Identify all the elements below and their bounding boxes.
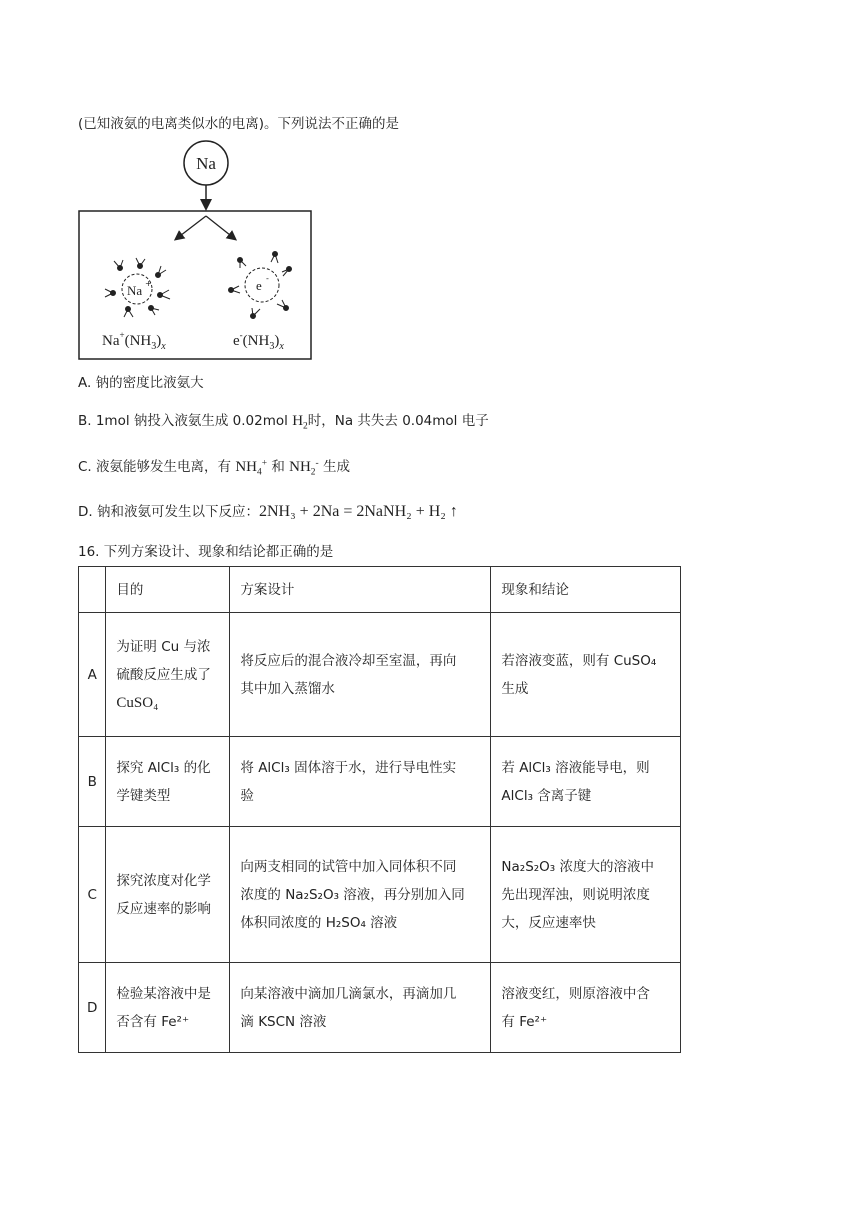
- row-goal: 为证明 Cu 与浓 硫酸反应生成了 CuSO₄: [106, 613, 230, 737]
- question-16: 16. 下列方案设计、现象和结论都正确的是: [78, 544, 334, 560]
- right-caption: $e^-(NH_3)_x$: [233, 330, 284, 352]
- row-result: Na₂S₂O₃ 浓度大的溶液中 先出现浑浊，则说明浓度 大，反应速率快: [491, 827, 681, 963]
- header-goal: 目的: [106, 567, 230, 613]
- header-design: 方案设计: [230, 567, 491, 613]
- svg-text:+: +: [145, 279, 152, 288]
- row-design: 将 AlCl₃ 固体溶于水，进行导电性实 验: [230, 737, 491, 827]
- row-result: 溶液变红，则原溶液中含 有 Fe²⁺: [491, 963, 681, 1053]
- option-b: B. 1mol 钠投入液氨生成 0.02mol $H_2$时，Na 共失去 0.04mol 电子: [78, 413, 489, 432]
- table-row: [79, 737, 681, 827]
- row-design: 将反应后的混合液冷却至室温，再向 其中加入蒸馏水: [230, 613, 491, 737]
- header-empty: [79, 567, 106, 613]
- row-design: 向某溶液中滴加几滴氯水，再滴加几 滴 KSCN 溶液: [230, 963, 491, 1053]
- solvated-sodium-ion: [105, 258, 170, 317]
- row-letter: C: [79, 827, 106, 963]
- row-design: 向两支相同的试管中加入同体积不同 浓度的 Na₂S₂O₃ 溶液，再分别加入同 体积同浓度的 H₂SO₄ 溶液: [230, 827, 491, 963]
- table-header-row: [79, 567, 681, 613]
- table-row: [79, 963, 681, 1053]
- svg-text:Na: Na: [127, 283, 143, 298]
- option-c: C. 液氨能够发生电离，有 $NH_4^+$ 和 $NH_2^-$ 生成: [78, 458, 350, 478]
- na-label: Na: [196, 154, 216, 173]
- svg-text:e: e: [256, 278, 262, 293]
- row-result: 若溶液变蓝，则有 CuSO₄ 生成: [491, 613, 681, 737]
- table-row: [79, 827, 681, 963]
- row-goal: 探究 AlCl₃ 的化 学键类型: [106, 737, 230, 827]
- row-letter: B: [79, 737, 106, 827]
- option-a: A. 钠的密度比液氨大: [78, 375, 204, 391]
- intro-text: (已知液氨的电离类似水的电离)。下列说法不正确的是: [78, 116, 400, 132]
- reaction-diagram: [75, 138, 320, 364]
- header-result: 现象和结论: [491, 567, 681, 613]
- row-letter: D: [79, 963, 106, 1053]
- row-goal: 检验某溶液中是 否含有 Fe²⁺: [106, 963, 230, 1053]
- experiment-table: [78, 566, 681, 1053]
- solvated-electron: [229, 252, 292, 319]
- row-goal: 探究浓度对化学 反应速率的影响: [106, 827, 230, 963]
- row-letter: A: [79, 613, 106, 737]
- left-caption: $Na^+(NH_3)_x$: [102, 330, 166, 352]
- svg-text:-: -: [266, 274, 269, 283]
- option-d: D. 钠和液氨可发生以下反应：2NH₃ + 2Na = 2NaNH₂ + H₂ ↑: [78, 503, 458, 520]
- row-result: 若 AlCl₃ 溶液能导电，则 AlCl₃ 含离子键: [491, 737, 681, 827]
- table-row: [79, 613, 681, 737]
